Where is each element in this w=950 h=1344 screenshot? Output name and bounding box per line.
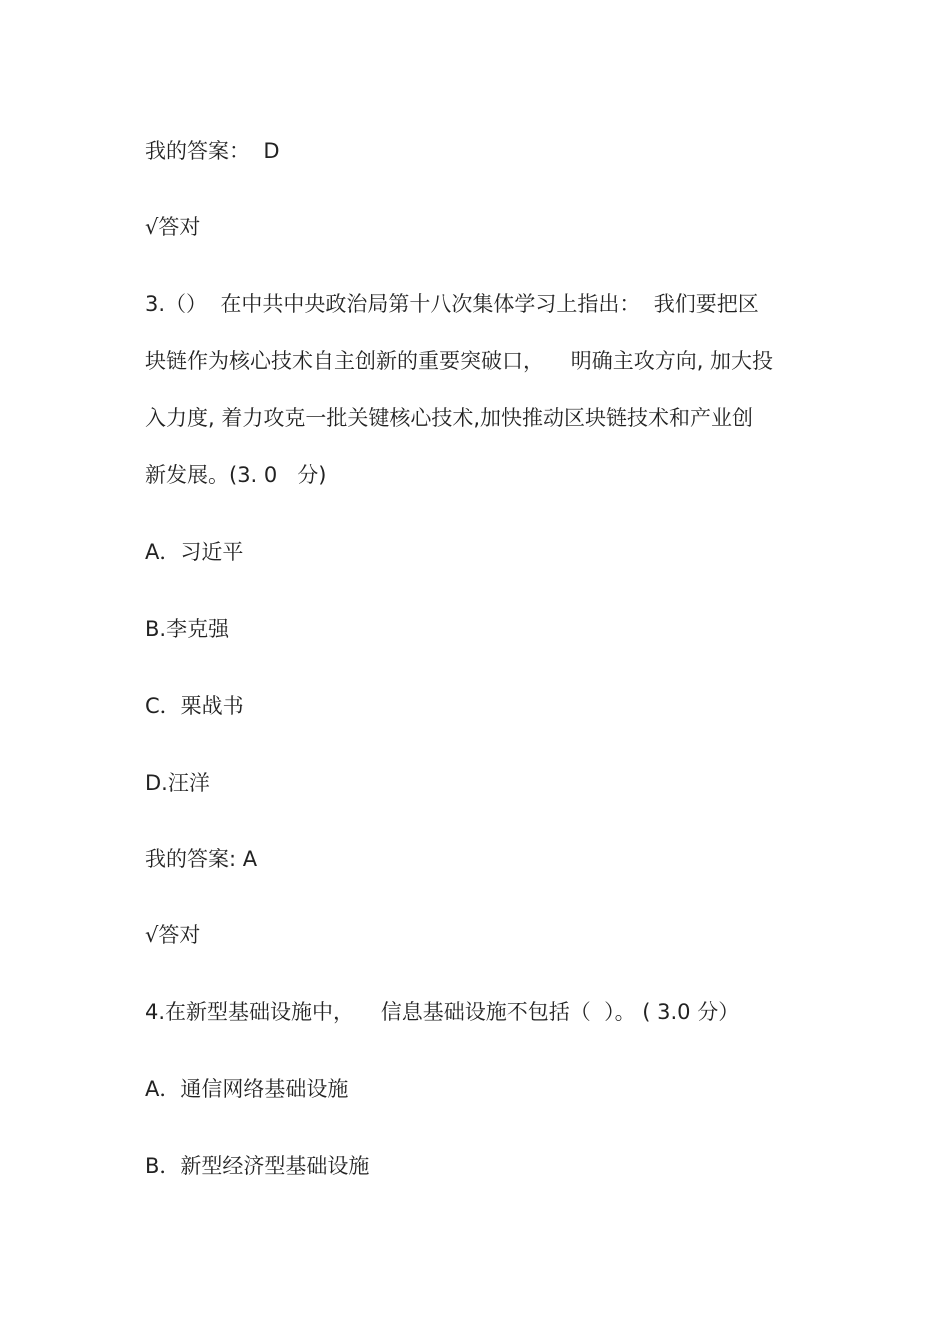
previous-result-correct: √答对	[145, 215, 201, 239]
question-3-text-line-1: 3.（） 在中共中央政治局第十八次集体学习上指出： 我们要把区	[145, 292, 759, 316]
question-3-text-line-3: 入力度, 着力攻克一批关键核心技术,加快推动区块链技术和产业创	[145, 406, 754, 430]
question-3-option-b: B.李克强	[145, 617, 230, 641]
question-4-text: 4.在新型基础设施中， 信息基础设施不包括（ ）。 ( 3.0 分）	[145, 1000, 740, 1024]
question-3-result-correct: √答对	[145, 923, 201, 947]
question-3-option-a: A．习近平	[145, 540, 244, 564]
question-3-text-line-4: 新发展。(3. 0 分)	[145, 463, 327, 487]
question-3-option-c: C．栗战书	[145, 694, 244, 718]
question-3-my-answer: 我的答案: A	[145, 847, 258, 871]
previous-my-answer: 我的答案： D	[145, 139, 280, 163]
question-3-text-line-2: 块链作为核心技术自主创新的重要突破口， 明确主攻方向, 加大投	[145, 349, 774, 373]
question-3-option-d: D.汪洋	[145, 771, 210, 795]
question-4-option-a: A．通信网络基础设施	[145, 1077, 349, 1101]
question-4-option-b: B．新型经济型基础设施	[145, 1154, 370, 1178]
